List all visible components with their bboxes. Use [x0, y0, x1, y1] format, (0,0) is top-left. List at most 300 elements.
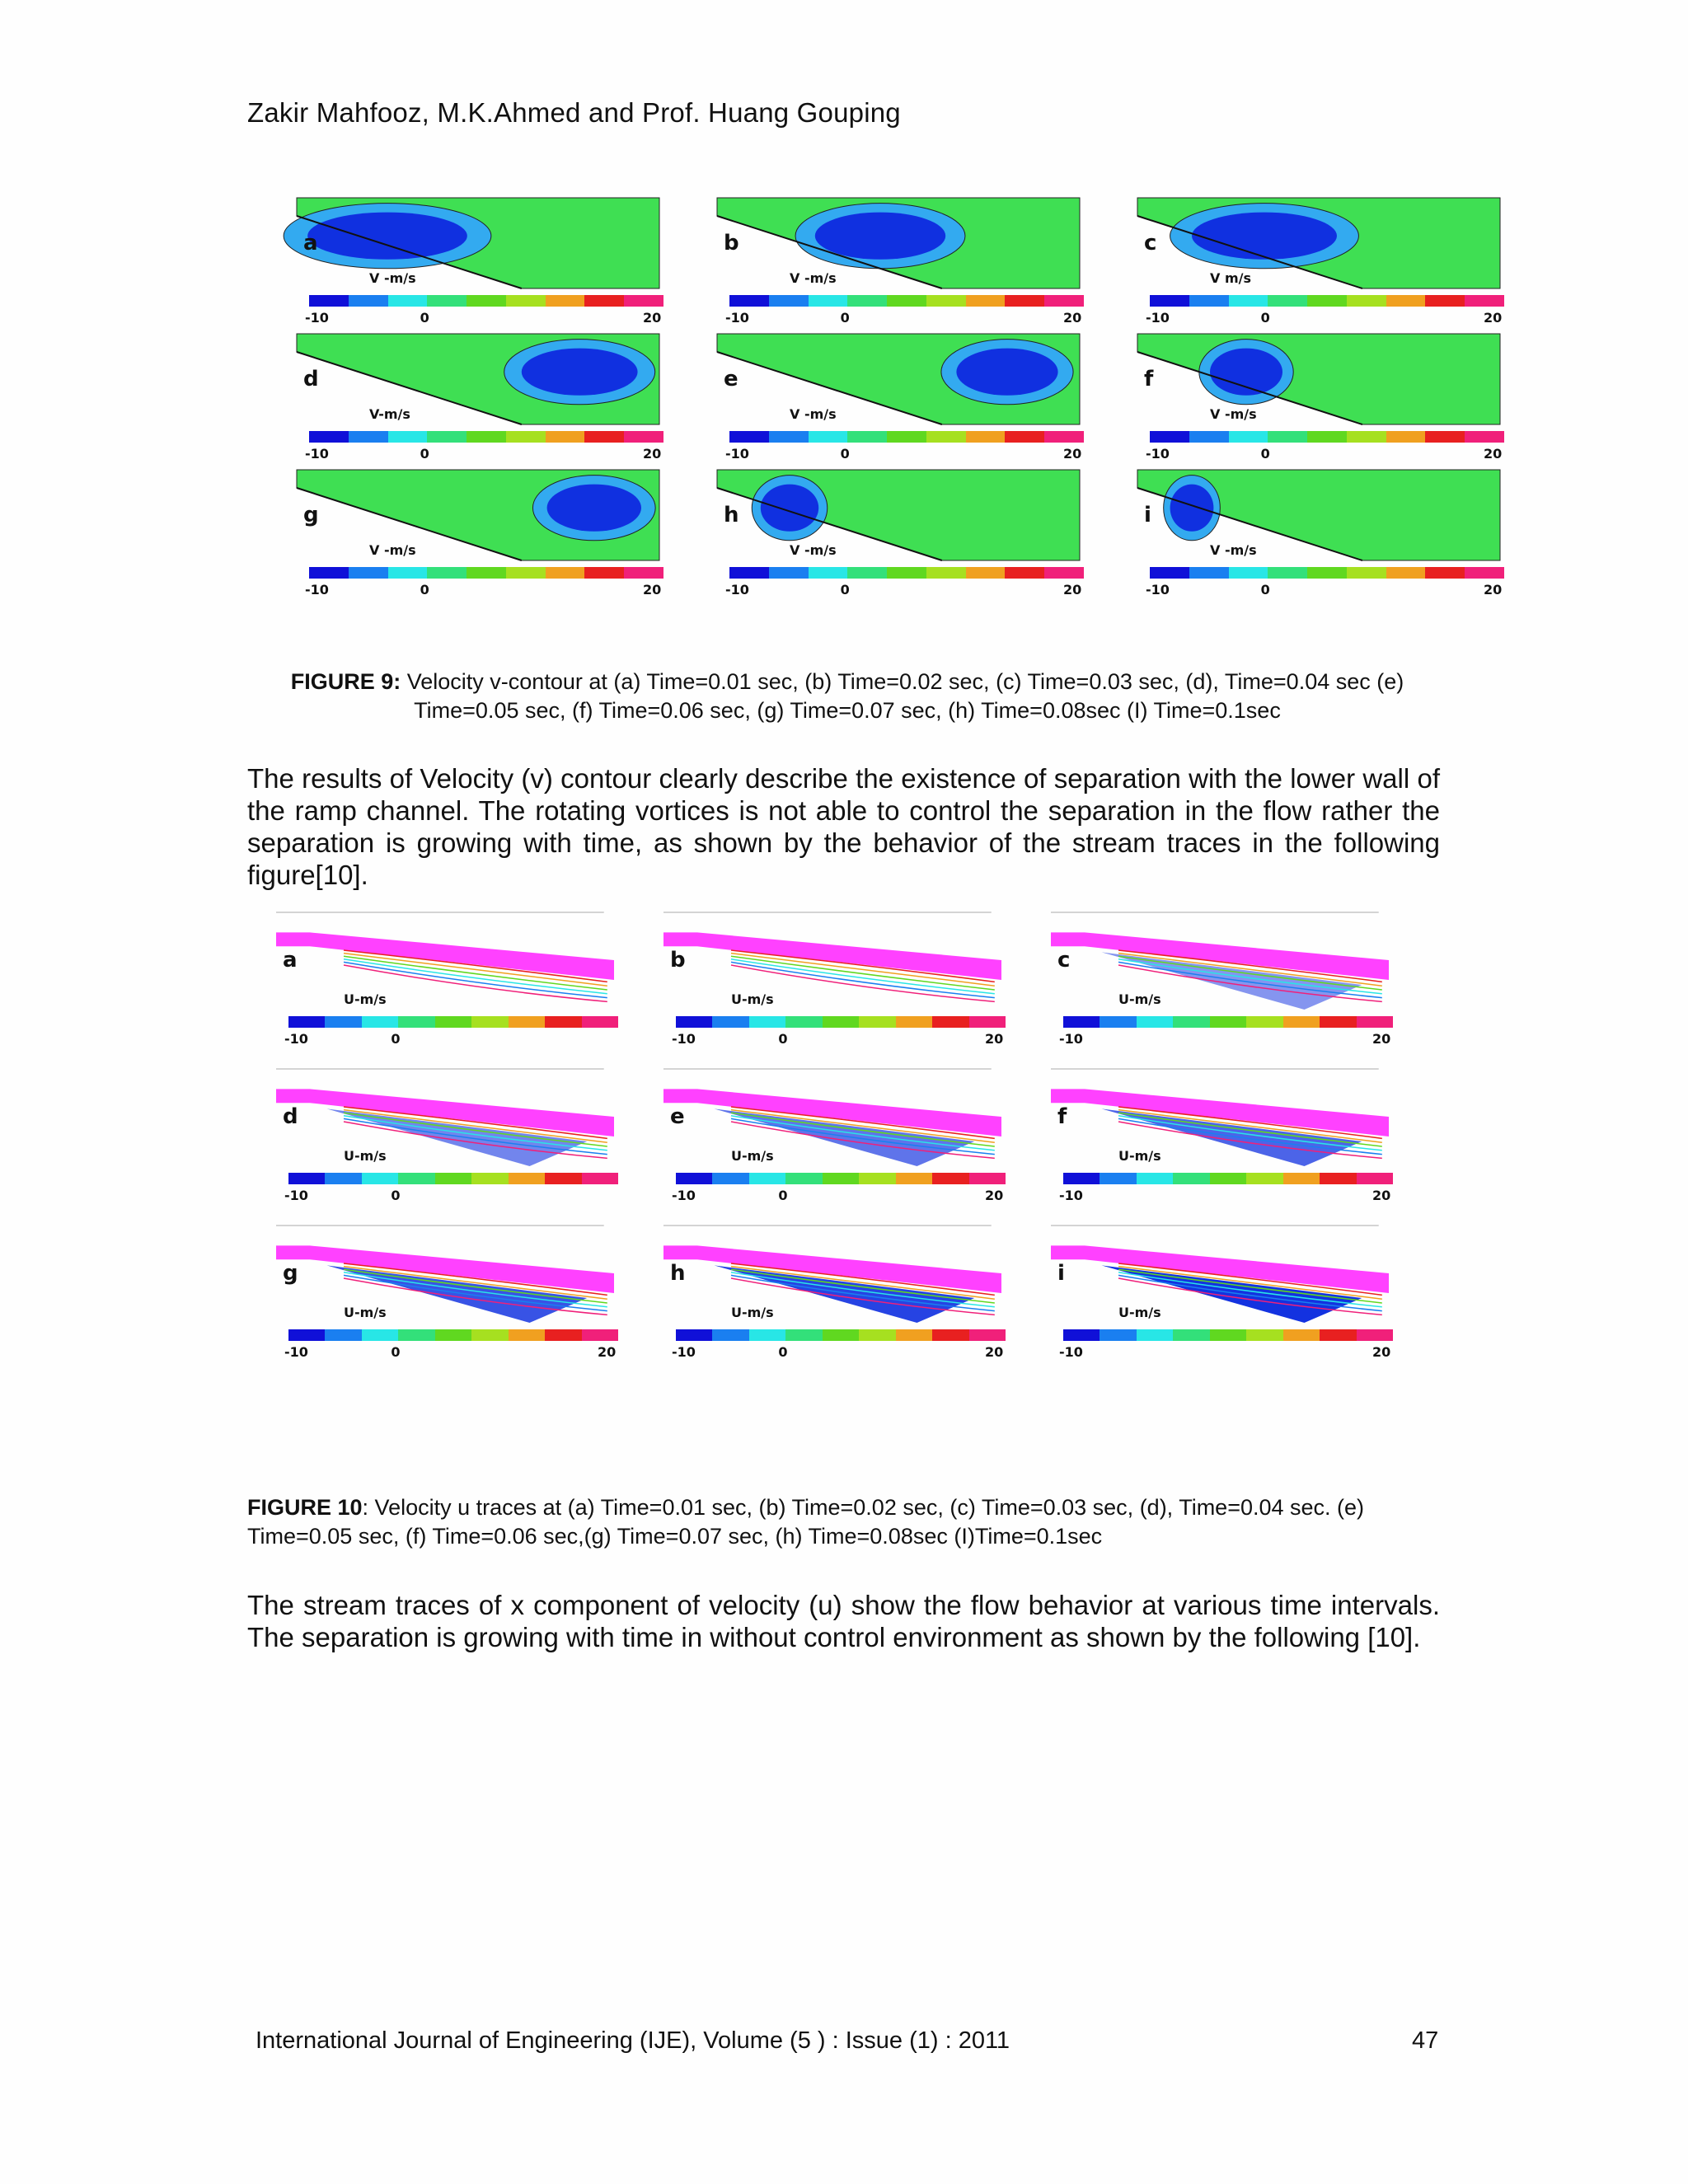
colorbar-segment [427, 295, 467, 307]
colorbar-segment [398, 1173, 434, 1184]
vortex-core [1210, 349, 1282, 396]
colorbar-segment [1229, 567, 1268, 579]
colorbar-tick-max: 20 [598, 1344, 617, 1360]
colorbar-segment [288, 1016, 325, 1028]
colorbar-tick-zero: 0 [840, 446, 850, 462]
colorbar-tick-zero: 0 [420, 446, 429, 462]
panel-letter: e [724, 367, 738, 391]
panel-plot [297, 334, 659, 424]
colorbar [676, 1016, 1006, 1028]
colorbar-segment [1425, 431, 1465, 443]
colorbar-segment [1386, 295, 1426, 307]
colorbar-segment [1189, 567, 1229, 579]
colorbar-segment [546, 295, 585, 307]
colorbar-segment [1189, 295, 1229, 307]
colorbar-segment [506, 295, 546, 307]
colorbar [1150, 431, 1504, 443]
colorbar-segment [823, 1329, 859, 1341]
colorbar-tick-min: -10 [305, 310, 329, 326]
colorbar-segment [969, 1329, 1006, 1341]
colorbar-segment [823, 1173, 859, 1184]
colorbar-segment [509, 1016, 545, 1028]
colorbar-tick-min: -10 [1146, 310, 1170, 326]
colorbar-segment [926, 431, 966, 443]
colorbar-segment [1307, 295, 1347, 307]
colorbar-segment [545, 1016, 581, 1028]
figure-9-panel-h [717, 470, 1080, 602]
colorbar-segment [676, 1016, 712, 1028]
unit-label: U-m/s [1118, 1148, 1161, 1164]
colorbar-segment [966, 431, 1006, 443]
colorbar-tick-min: -10 [284, 1188, 308, 1203]
colorbar-segment [749, 1329, 785, 1341]
colorbar-tick-max: 20 [1063, 582, 1082, 598]
colorbar [676, 1173, 1006, 1184]
panel-plot [717, 198, 1080, 288]
colorbar-segment [325, 1329, 361, 1341]
colorbar-tick-max: 20 [1484, 582, 1503, 598]
colorbar-segment [1347, 567, 1386, 579]
vortex-core [522, 349, 638, 396]
colorbar-segment [749, 1016, 785, 1028]
colorbar-segment [785, 1016, 822, 1028]
colorbar-segment [769, 567, 809, 579]
figure-10-panel-e [663, 1067, 1004, 1220]
unit-label: V -m/s [1210, 542, 1257, 558]
unit-label: U-m/s [344, 1305, 387, 1320]
colorbar-tick-min: -10 [1059, 1031, 1083, 1047]
figure-10-caption [247, 1493, 1451, 1551]
panel-letter: b [724, 231, 739, 255]
unit-label: V -m/s [790, 270, 837, 286]
panel-letter: i [1144, 503, 1151, 527]
colorbar-segment [471, 1173, 508, 1184]
colorbar-segment [309, 567, 349, 579]
colorbar-segment [545, 1173, 581, 1184]
figure-10-caption-text: : Velocity u traces at (a) Time=0.01 sec, (b) Time=0.02 sec, (c) Time=0.03 sec, (d), Time=0.04 sec. (e) Time=0.05 sec, (f) Time=0.06 sec,(g) Time=0.07 sec, (h) Time=0.08sec (I)Time=0.1sec [247, 1495, 1365, 1549]
colorbar-tick-zero: 0 [840, 582, 850, 598]
colorbar-segment [966, 295, 1006, 307]
colorbar-tick-max: 20 [1063, 446, 1082, 462]
colorbar-tick-max: 20 [643, 310, 662, 326]
panel-letter: h [670, 1261, 686, 1286]
colorbar-tick-min: -10 [1059, 1344, 1083, 1360]
colorbar-segment [785, 1173, 822, 1184]
colorbar-segment [969, 1173, 1006, 1184]
colorbar-segment [809, 567, 848, 579]
colorbar-tick-min: -10 [1059, 1188, 1083, 1203]
vortex-core [307, 213, 467, 260]
colorbar-segment [1173, 1016, 1209, 1028]
panel-letter: g [283, 1261, 298, 1286]
figure-9-panel-c [1137, 198, 1503, 330]
colorbar-segment [823, 1016, 859, 1028]
colorbar-segment [325, 1016, 361, 1028]
figure-10-panel-h [663, 1224, 1004, 1376]
colorbar-segment [506, 431, 546, 443]
unit-label: V-m/s [369, 406, 410, 422]
colorbar-tick-zero: 0 [391, 1031, 401, 1047]
vortex-core [1192, 213, 1337, 260]
colorbar-segment [545, 1329, 581, 1341]
panel-letter: f [1144, 367, 1154, 391]
figure-9-panel-e [717, 334, 1080, 466]
colorbar-segment [1347, 431, 1386, 443]
colorbar-tick-min: -10 [672, 1188, 696, 1203]
colorbar-segment [1137, 1016, 1173, 1028]
colorbar-segment [362, 1173, 398, 1184]
colorbar-segment [1210, 1173, 1246, 1184]
colorbar-segment [325, 1173, 361, 1184]
vortex-core [956, 349, 1057, 396]
colorbar-tick-min: -10 [305, 582, 329, 598]
colorbar-segment [785, 1329, 822, 1341]
colorbar-segment [809, 431, 848, 443]
colorbar-segment [435, 1329, 471, 1341]
colorbar-segment [859, 1016, 895, 1028]
footer-journal: International Journal of Engineering (IJE), Volume (5 ) : Issue (1) : 2011 [256, 2027, 1010, 2054]
colorbar-segment [887, 567, 926, 579]
colorbar-tick-max: 20 [1484, 446, 1503, 462]
colorbar-segment [388, 295, 428, 307]
colorbar-segment [749, 1173, 785, 1184]
colorbar-segment [676, 1329, 712, 1341]
colorbar-segment [624, 431, 663, 443]
colorbar-segment [1307, 567, 1347, 579]
colorbar-segment [1100, 1329, 1136, 1341]
colorbar-segment [932, 1173, 968, 1184]
panel-plot [276, 1067, 614, 1166]
colorbar-tick-min: -10 [305, 446, 329, 462]
colorbar [1150, 567, 1504, 579]
colorbar-segment [546, 567, 585, 579]
colorbar-segment [1357, 1329, 1393, 1341]
colorbar-segment [1465, 567, 1504, 579]
colorbar [729, 567, 1084, 579]
colorbar-segment [809, 295, 848, 307]
colorbar-segment [471, 1329, 508, 1341]
panel-plot [276, 911, 614, 1010]
colorbar-segment [1283, 1016, 1320, 1028]
colorbar [288, 1329, 618, 1341]
colorbar-tick-min: -10 [284, 1344, 308, 1360]
colorbar-segment [969, 1016, 1006, 1028]
colorbar-segment [349, 295, 388, 307]
colorbar-segment [309, 295, 349, 307]
colorbar-tick-zero: 0 [420, 582, 429, 598]
colorbar-tick-max: 20 [1372, 1188, 1391, 1203]
unit-label: U-m/s [1118, 991, 1161, 1007]
panel-letter: i [1057, 1261, 1065, 1286]
colorbar-segment [1268, 431, 1307, 443]
colorbar-segment [582, 1329, 618, 1341]
unit-label: U-m/s [731, 991, 774, 1007]
colorbar-segment [471, 1016, 508, 1028]
colorbar-segment [887, 295, 926, 307]
body-paragraph-1: The results of Velocity (v) contour clearly describe the existence of separation with the lower wall of the ramp channel. The rotating vortices is not able to control the separation in the flow rather the separation is growing with time, as shown by the behavior of the stream traces in the following figure[10]. [247, 763, 1440, 890]
colorbar-segment [435, 1016, 471, 1028]
colorbar-segment [1320, 1329, 1356, 1341]
colorbar-segment [362, 1329, 398, 1341]
colorbar-segment [1063, 1173, 1100, 1184]
colorbar-segment [1357, 1173, 1393, 1184]
colorbar-segment [932, 1329, 968, 1341]
colorbar-segment [1044, 431, 1084, 443]
colorbar [729, 431, 1084, 443]
unit-label: V -m/s [1210, 406, 1257, 422]
unit-label: U-m/s [344, 1148, 387, 1164]
colorbar-segment [1063, 1016, 1100, 1028]
colorbar-segment [729, 431, 769, 443]
panel-plot [1051, 1067, 1389, 1166]
colorbar-segment [1005, 567, 1044, 579]
figure-10-panel-c [1051, 911, 1389, 1063]
colorbar-segment [859, 1173, 895, 1184]
colorbar-segment [624, 295, 663, 307]
colorbar-segment [966, 567, 1006, 579]
colorbar-segment [1425, 567, 1465, 579]
panel-letter: a [283, 948, 298, 972]
colorbar-segment [288, 1173, 325, 1184]
colorbar-segment [847, 295, 887, 307]
colorbar-segment [859, 1329, 895, 1341]
colorbar-segment [729, 567, 769, 579]
colorbar-segment [887, 431, 926, 443]
colorbar-segment [1137, 1329, 1173, 1341]
colorbar-tick-zero: 0 [1260, 446, 1270, 462]
colorbar-segment [398, 1329, 434, 1341]
colorbar-segment [1268, 295, 1307, 307]
colorbar-segment [1189, 431, 1229, 443]
colorbar-segment [506, 567, 546, 579]
colorbar-tick-max: 20 [985, 1188, 1004, 1203]
colorbar-segment [584, 567, 624, 579]
colorbar-tick-max: 20 [643, 582, 662, 598]
colorbar-tick-max: 20 [1372, 1031, 1391, 1047]
colorbar-segment [729, 295, 769, 307]
unit-label: U-m/s [344, 991, 387, 1007]
colorbar-segment [1210, 1329, 1246, 1341]
panel-letter: e [670, 1104, 685, 1129]
colorbar-segment [582, 1173, 618, 1184]
colorbar-segment [1357, 1016, 1393, 1028]
colorbar-tick-max: 20 [985, 1344, 1004, 1360]
colorbar-segment [1229, 431, 1268, 443]
panel-plot [717, 470, 1080, 560]
unit-label: V -m/s [790, 542, 837, 558]
colorbar-segment [1283, 1173, 1320, 1184]
panel-plot [663, 1224, 1001, 1323]
colorbar [1063, 1016, 1393, 1028]
vortex-core [1170, 485, 1214, 532]
colorbar-tick-max: 20 [1484, 310, 1503, 326]
colorbar [309, 295, 663, 307]
colorbar-segment [932, 1016, 968, 1028]
colorbar-segment [1173, 1173, 1209, 1184]
figure-10-panel-d [276, 1067, 614, 1220]
colorbar-segment [582, 1016, 618, 1028]
colorbar-segment [1320, 1173, 1356, 1184]
colorbar-segment [712, 1173, 748, 1184]
figure-9-panel-d [297, 334, 662, 466]
colorbar-segment [712, 1329, 748, 1341]
colorbar-segment [1173, 1329, 1209, 1341]
colorbar-tick-zero: 0 [778, 1344, 788, 1360]
colorbar-segment [1268, 567, 1307, 579]
colorbar [288, 1016, 618, 1028]
colorbar-segment [1150, 567, 1189, 579]
colorbar-segment [769, 431, 809, 443]
colorbar-segment [1044, 567, 1084, 579]
figure-9-panel-g [297, 470, 662, 602]
colorbar-segment [1229, 295, 1268, 307]
unit-label: U-m/s [1118, 1305, 1161, 1320]
colorbar-tick-zero: 0 [778, 1031, 788, 1047]
panel-letter: h [724, 503, 739, 527]
colorbar-tick-zero: 0 [391, 1188, 401, 1203]
unit-label: U-m/s [731, 1148, 774, 1164]
colorbar-tick-zero: 0 [391, 1344, 401, 1360]
colorbar-tick-max: 20 [1063, 310, 1082, 326]
panel-plot [1051, 1224, 1389, 1323]
colorbar [1063, 1173, 1393, 1184]
colorbar-segment [467, 567, 506, 579]
colorbar [309, 431, 663, 443]
colorbar-segment [1100, 1173, 1136, 1184]
figure-9-caption [262, 668, 1432, 725]
panel-letter: d [303, 367, 319, 391]
colorbar-tick-zero: 0 [1260, 310, 1270, 326]
panel-plot [297, 198, 659, 288]
colorbar-segment [847, 431, 887, 443]
stream-traces [663, 932, 1001, 980]
colorbar-segment [288, 1329, 325, 1341]
colorbar-segment [467, 295, 506, 307]
colorbar-segment [1320, 1016, 1356, 1028]
colorbar-segment [847, 567, 887, 579]
colorbar [309, 567, 663, 579]
colorbar-tick-min: -10 [725, 310, 749, 326]
colorbar-segment [624, 567, 663, 579]
running-header: Zakir Mahfooz, M.K.Ahmed and Prof. Huang Gouping [247, 97, 901, 128]
colorbar-segment [1005, 431, 1044, 443]
colorbar-segment [1246, 1173, 1282, 1184]
colorbar-segment [1044, 295, 1084, 307]
figure-9-panel-f [1137, 334, 1503, 466]
colorbar-tick-min: -10 [1146, 446, 1170, 462]
vortex-core [547, 485, 641, 532]
colorbar [1150, 295, 1504, 307]
colorbar-tick-zero: 0 [420, 310, 429, 326]
panel-letter: d [283, 1104, 298, 1129]
colorbar-segment [509, 1173, 545, 1184]
panel-letter: g [303, 503, 319, 527]
colorbar-segment [427, 431, 467, 443]
vortex-core [761, 485, 818, 532]
colorbar-segment [388, 567, 428, 579]
figure-10-panel-i [1051, 1224, 1389, 1376]
colorbar-segment [427, 567, 467, 579]
colorbar-segment [1150, 431, 1189, 443]
colorbar [1063, 1329, 1393, 1341]
colorbar-tick-max: 20 [643, 446, 662, 462]
colorbar-segment [769, 295, 809, 307]
unit-label: V -m/s [369, 270, 416, 286]
colorbar-segment [1465, 295, 1504, 307]
colorbar-segment [435, 1173, 471, 1184]
colorbar-tick-zero: 0 [840, 310, 850, 326]
colorbar-tick-min: -10 [672, 1031, 696, 1047]
panel-letter: f [1057, 1104, 1067, 1129]
colorbar-tick-min: -10 [672, 1344, 696, 1360]
colorbar-segment [926, 295, 966, 307]
stream-traces [276, 932, 614, 980]
colorbar [729, 295, 1084, 307]
colorbar-segment [349, 431, 388, 443]
figure-9 [297, 198, 1503, 635]
colorbar-segment [1246, 1016, 1282, 1028]
colorbar-segment [509, 1329, 545, 1341]
unit-label: V -m/s [369, 542, 416, 558]
colorbar-segment [398, 1016, 434, 1028]
colorbar-segment [676, 1173, 712, 1184]
panel-plot [297, 470, 659, 560]
figure-10-panel-b [663, 911, 1004, 1063]
colorbar-tick-min: -10 [1146, 582, 1170, 598]
colorbar-segment [896, 1016, 932, 1028]
colorbar-tick-max: 20 [1372, 1344, 1391, 1360]
figure-10-caption-label: FIGURE 10 [247, 1495, 363, 1520]
unit-label: V m/s [1210, 270, 1251, 286]
figure-9-panel-a [297, 198, 662, 330]
panel-letter: a [303, 231, 318, 255]
colorbar-segment [584, 431, 624, 443]
footer-page-number: 47 [1412, 2027, 1439, 2054]
colorbar [676, 1329, 1006, 1341]
colorbar-segment [926, 567, 966, 579]
unit-label: V -m/s [790, 406, 837, 422]
panel-plot [663, 911, 1001, 1010]
colorbar-segment [1347, 295, 1386, 307]
figure-10 [276, 911, 1492, 1438]
panel-plot [1137, 198, 1500, 288]
panel-plot [276, 1224, 614, 1323]
colorbar-tick-min: -10 [725, 582, 749, 598]
colorbar [288, 1173, 618, 1184]
colorbar-segment [1283, 1329, 1320, 1341]
colorbar-segment [1246, 1329, 1282, 1341]
colorbar-segment [896, 1173, 932, 1184]
colorbar-segment [1210, 1016, 1246, 1028]
colorbar-tick-zero: 0 [1260, 582, 1270, 598]
colorbar-tick-max: 20 [985, 1031, 1004, 1047]
panel-plot [717, 334, 1080, 424]
colorbar-tick-zero: 0 [778, 1188, 788, 1203]
colorbar-segment [309, 431, 349, 443]
colorbar-segment [896, 1329, 932, 1341]
colorbar-segment [1307, 431, 1347, 443]
colorbar-segment [388, 431, 428, 443]
colorbar-segment [1465, 431, 1504, 443]
figure-10-panel-g [276, 1224, 617, 1376]
colorbar-segment [1137, 1173, 1173, 1184]
colorbar-segment [712, 1016, 748, 1028]
colorbar-segment [1386, 431, 1426, 443]
figure-10-panel-f [1051, 1067, 1389, 1220]
figure-9-panel-b [717, 198, 1080, 330]
figure-10-panel-a [276, 911, 614, 1063]
panel-plot [1137, 334, 1500, 424]
